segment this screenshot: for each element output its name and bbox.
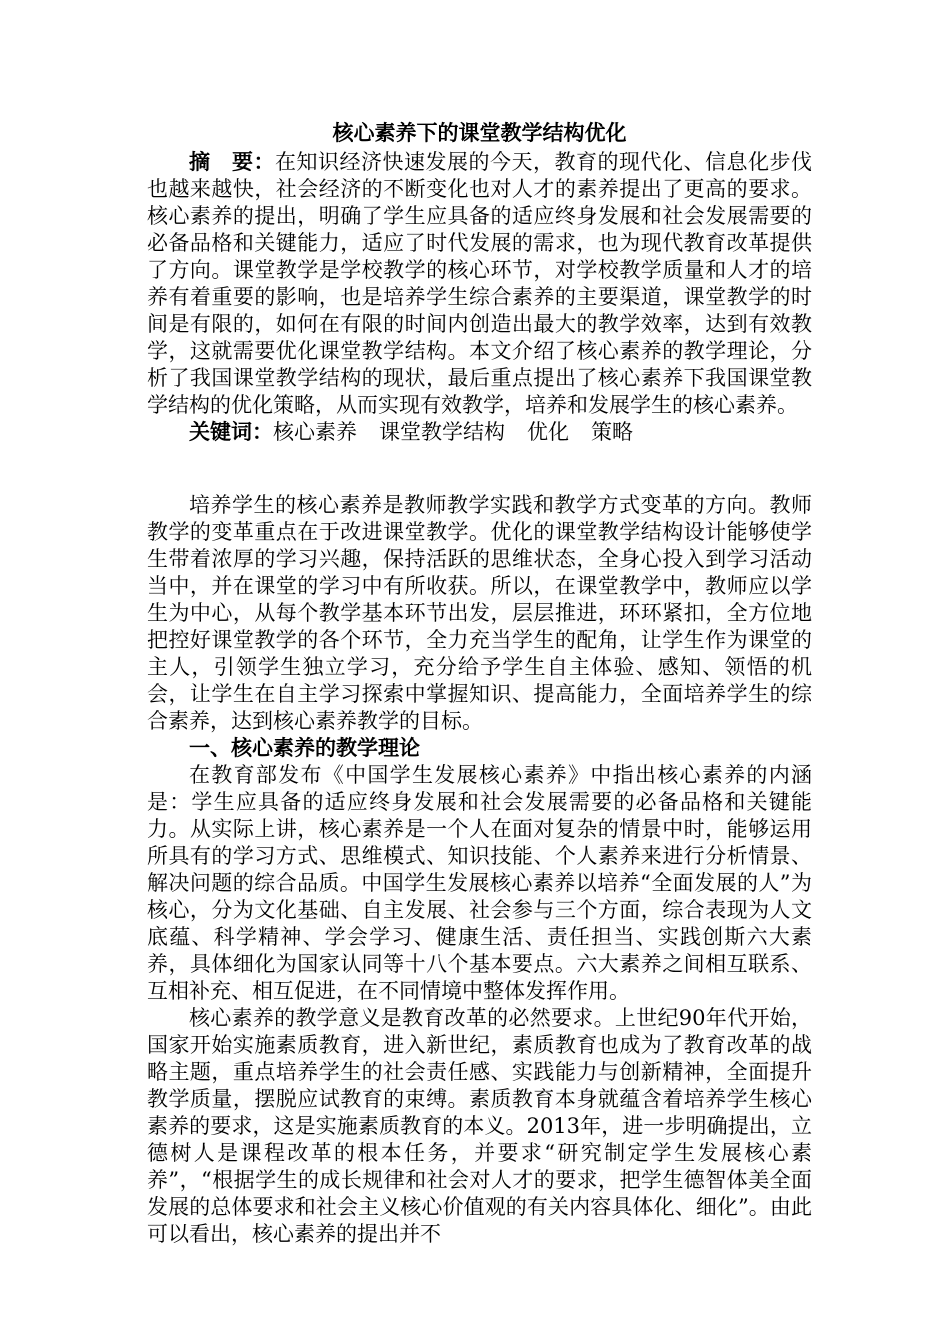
section-heading: 一、核心素养的教学理论 <box>189 736 420 760</box>
abstract-text: 在知识经济快速发展的今天，教育的现代化、信息化步伐也越来越快，社会经济的不断变化也对人才的素养提出了更高的要求。核心素养的提出，明确了学生应具备的适应终身发展和社会发展需要的必备品格和关键能力，适应了时代发展的需求，也为现代教育改革提供了方向。课堂教学是学校教学的核心环节，对学校教学质量和人才的培养有着重要的影响，也是培养学生综合素养的主要渠道，课堂教学的时间是有限的，如何在有限的时间内创造出最大的教学效率，达到有效教学，这就需要优化课堂教学结构。本文介绍了核心素养的教学理论，分析了我国课堂教学结构的现状，最后重点提出了核心素养下我国课堂教学结构的优化策略，从而实现有效教学，培养和发展学生的核心素养。 <box>147 150 812 417</box>
body-paragraph: 核心素养的教学意义是教育改革的必然要求。上世纪90年代开始，国家开始实施素质教育，进入新世纪，素质教育也成为了教育改革的战略主题，重点培养学生的社会责任感、实践能力与创新精神，全面提升教学质量，摆脱应试教育的束缚。素质教育本身就蕴含着培养学生核心素养的要求，这是实施素质教育的本义。2013年，进一步明确提出，立德树人是课程改革的根本任务，并要求“研究制定学生发展核心素养”，“根据学生的成长规律和社会对人才的要求，把学生德智体美全面发展的总体要求和社会主义核心价值观的有关内容具体化、细化”。由此可以看出，核心素养的提出并不 <box>147 1006 812 1246</box>
keywords-line <box>147 419 812 446</box>
spacer <box>147 446 812 492</box>
keyword-item: 策略 <box>591 420 633 444</box>
abstract-label: 摘 要： <box>189 150 275 174</box>
document-title: 核心素养下的课堂教学结构优化 <box>332 121 627 145</box>
keyword-item: 核心素养 <box>273 420 357 444</box>
abstract-paragraph <box>147 149 812 419</box>
intro-paragraph: 培养学生的核心素养是教师教学实践和教学方式变革的方向。教师教学的变革重点在于改进课堂教学。优化的课堂教学结构设计能够使学生带着浓厚的学习兴趣，保持活跃的思维状态，全身心投入到学习活动当中，并在课堂的学习中有所收获。所以，在课堂教学中，教师应以学生为中心，从每个教学基本环节出发，层层推进，环环紧扣，全方位地把控好课堂教学的各个环节，全力充当学生的配角，让学生作为课堂的主人，引领学生独立学习，充分给予学生自主体验、感知、领悟的机会，让学生在自主学习探索中掌握知识、提高能力，全面培养学生的综合素养，达到核心素养教学的目标。 <box>147 493 812 733</box>
keyword-item: 课堂教学结构 <box>379 420 505 444</box>
body-paragraph: 在教育部发布《中国学生发展核心素养》中指出核心素养的内涵是：学生应具备的适应终身发展和社会发展需要的必备品格和关键能力。从实际上讲，核心素养是一个人在面对复杂的情景中时，能够运用所具有的学习方式、思维模式、知识技能、个人素养来进行分析情景、解决问题的综合品质。中国学生发展核心素养以培养“全面发展的人”为核心，分为文化基础、自主发展、社会参与三个方面，综合表现为人文底蕴、科学精神、学会学习、健康生活、责任担当、实践创斯六大素养，具体细化为国家认同等十八个基本要点。六大素养之间相互联系、互相补充、相互促进，在不同情境中整体发挥作用。 <box>147 763 812 1003</box>
keyword-item: 优化 <box>527 420 569 444</box>
document-body <box>147 120 812 1248</box>
keywords-label: 关键词： <box>189 420 273 444</box>
